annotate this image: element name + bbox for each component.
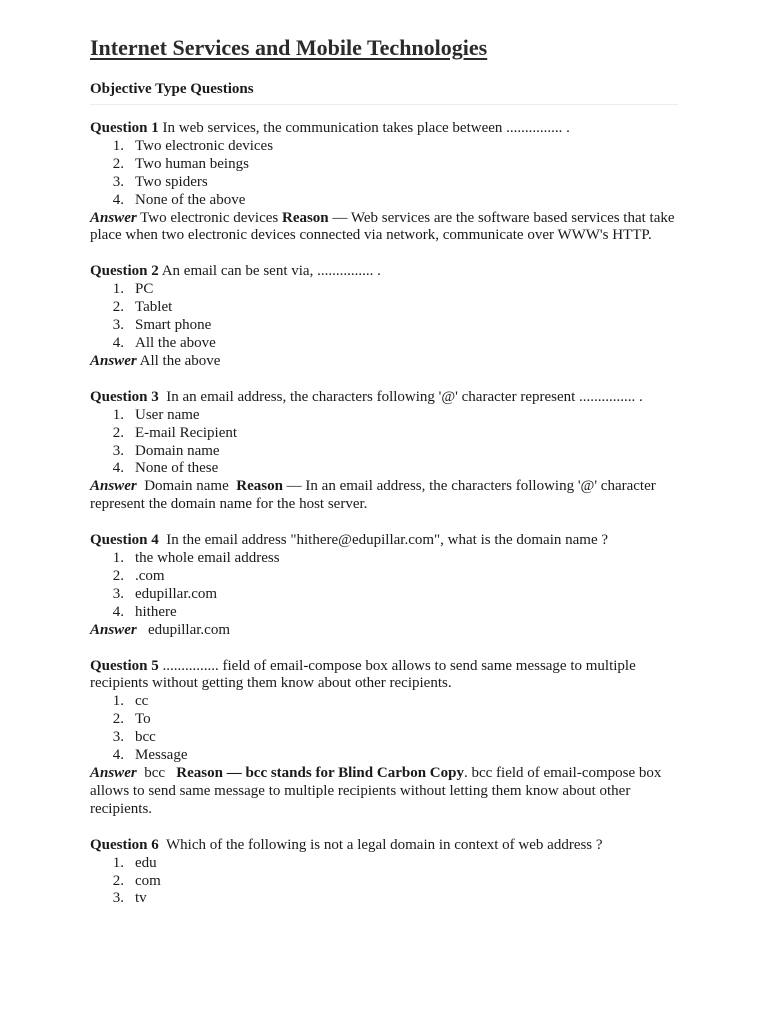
answer-label: Answer	[90, 478, 137, 495]
question-4-option-1: 1. the whole email address	[112, 550, 280, 567]
reason-label: Reason	[176, 765, 223, 781]
question-2-option-3: 3. Smart phone	[112, 317, 212, 334]
question-1-text: In web services, the communication takes place between ............... .	[162, 120, 570, 136]
question-6-label: Question 6	[90, 836, 159, 853]
answer-value: Two electronic devices	[140, 209, 279, 226]
question-6-option-3: 3. tv	[112, 890, 147, 907]
question-2-option-1: 1. PC	[112, 281, 154, 298]
question-4	[90, 532, 678, 639]
question-3-text: In an email address, the characters following '@' character represent ............... .	[166, 388, 643, 405]
question-1	[90, 120, 678, 245]
question-6-text: Which of the following is not a legal domain in context of web address ?	[166, 836, 603, 853]
question-4-answer	[90, 622, 678, 640]
question-1-option-1: 1. Two electronic devices	[112, 137, 274, 154]
question-6-stem	[90, 837, 678, 855]
question-2-label: Question 2	[90, 263, 159, 280]
question-2-answer	[90, 353, 678, 371]
answer-value: edupillar.com	[147, 621, 230, 638]
question-2-option-2: 2. Tablet	[112, 299, 173, 316]
question-3-label: Question 3	[90, 388, 159, 405]
question-5-label: Question 5	[90, 657, 159, 674]
answer-label: Answer	[90, 765, 137, 781]
question-6-option-2: 2. com	[112, 872, 161, 889]
answer-value: All the above	[139, 352, 221, 369]
page-title: Internet Services and Mobile Technologies	[90, 35, 488, 60]
question-4-option-4: 4. hithere	[112, 603, 177, 620]
reason-text: . bcc field of email-compose box allows to send same message to multiple recipients without letting them know about other recipients.	[90, 765, 662, 817]
question-5-answer: Answer bcc Reason — bcc stands for Blind Carbon Copy. bcc field of email-compose box allows to send same message to multiple recipients without letting them know about other recipients.	[90, 765, 662, 817]
question-4-options	[90, 550, 678, 622]
reason-text: Web services are the software based services that take place when two electronic devices connected via network, communicate over WWW's HTTP.	[90, 209, 675, 244]
question-5-option-1: 1. cc	[112, 693, 149, 710]
question-4-stem	[90, 532, 678, 550]
question-1-options	[90, 138, 678, 210]
question-5-stem	[90, 658, 678, 694]
answer-label: Answer	[90, 209, 137, 226]
question-3-options	[90, 407, 678, 479]
answer-value: bcc	[144, 765, 166, 781]
answer-label: Answer	[90, 352, 137, 369]
question-3-answer: Answer Domain name Reason — In an email address, the characters following '@' character represent the domain name for the host server.	[90, 478, 656, 513]
section-heading: Objective Type Questions	[90, 79, 678, 105]
question-6	[90, 837, 678, 909]
question-5-option-2: 2. To	[112, 711, 151, 728]
question-5-options	[90, 693, 678, 765]
question-2-text: An email can be sent via, ............... .	[161, 263, 381, 280]
question-2-options	[90, 281, 678, 353]
question-3-option-3: 3. Domain name	[112, 442, 220, 459]
question-5-option-4: 4. Message	[112, 747, 188, 764]
question-3-option-2: 2. E-mail Recipient	[112, 424, 238, 441]
question-2-stem	[90, 263, 678, 281]
question-3-stem	[90, 389, 678, 407]
question-6-option-1: 1. edu	[112, 854, 157, 871]
question-1-answer: Answer Two electronic devices Reason — Web services are the software based services that take place when two electronic devices connected via network, communicate over WWW's HTTP.	[90, 209, 675, 244]
question-5-text: ............... field of email-compose box allows to send same message to multiple recipients without getting them know about other recipients.	[90, 657, 636, 692]
question-1-option-3: 3. Two spiders	[112, 173, 208, 190]
answer-label: Answer	[90, 621, 137, 638]
answer-value: Domain name	[144, 478, 229, 495]
reason-emphasis: bcc stands for Blind Carbon Copy	[245, 765, 464, 781]
question-1-stem	[90, 120, 678, 138]
reason-label: Reason	[236, 478, 283, 495]
question-4-option-2: 2. .com	[112, 567, 165, 584]
question-2-option-4: 4. All the above	[112, 334, 216, 351]
question-4-option-3: 3. edupillar.com	[112, 585, 218, 602]
question-5	[90, 658, 678, 819]
question-3-option-4: 4. None of these	[112, 460, 219, 477]
question-6-options	[90, 855, 678, 909]
question-3	[90, 389, 678, 514]
question-5-option-3: 3. bcc	[112, 729, 156, 746]
question-1-option-4: 4. None of the above	[112, 191, 246, 208]
question-3-option-1: 1. User name	[112, 406, 200, 423]
question-2	[90, 263, 678, 370]
question-1-label: Question 1	[90, 120, 159, 136]
question-4-text: In the email address "hithere@edupillar.com", what is the domain name ?	[166, 532, 609, 549]
question-4-label: Question 4	[90, 532, 159, 549]
reason-text: In an email address, the characters following '@' character represent the domain name for the host server.	[90, 478, 656, 513]
reason-label: Reason	[281, 209, 329, 226]
question-1-option-2: 2. Two human beings	[112, 155, 249, 172]
